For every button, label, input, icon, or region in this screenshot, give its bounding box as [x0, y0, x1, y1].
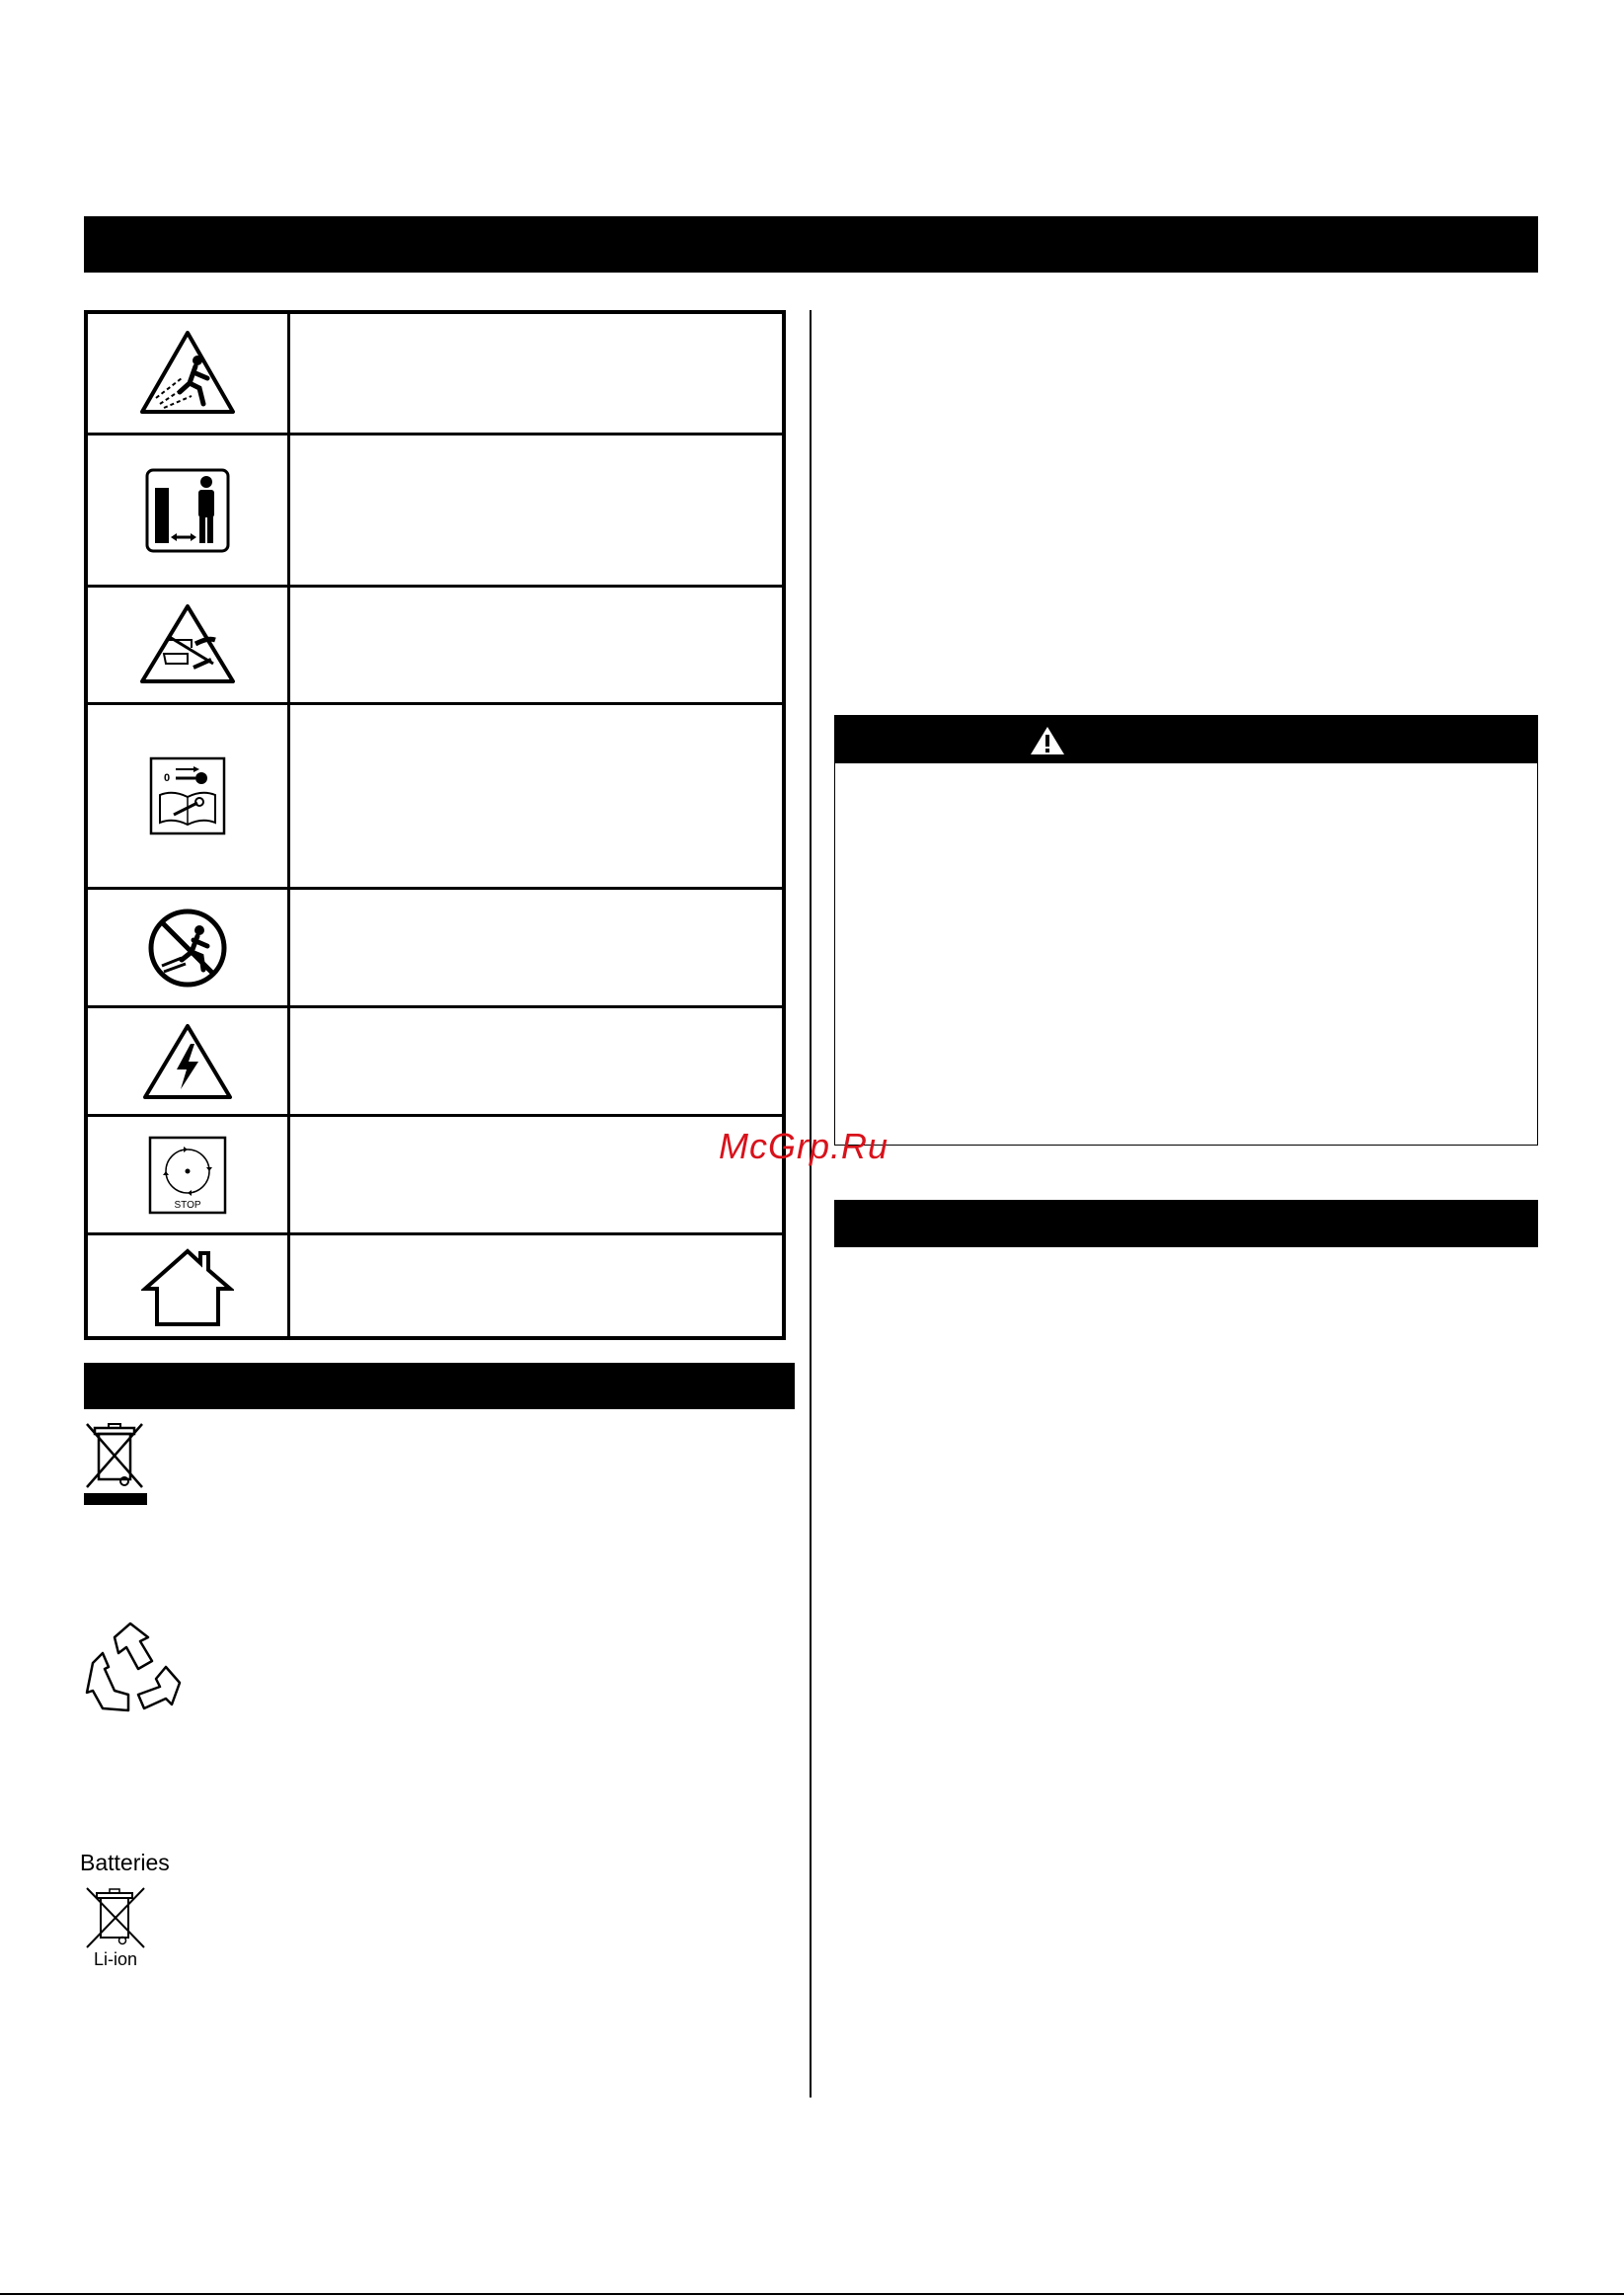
- symbol-icon-cell: [88, 1008, 290, 1114]
- symbol-row: [88, 1117, 782, 1235]
- symbol-row: [88, 588, 782, 705]
- svg-text:STOP: STOP: [174, 1199, 201, 1211]
- watermark: McGrp.Ru: [719, 1126, 889, 1166]
- svg-text:0: 0: [164, 772, 171, 784]
- remove-key-read-manual-icon: [148, 755, 227, 836]
- symbol-row: [88, 1008, 782, 1117]
- keep-bystanders-away-icon: [143, 466, 232, 555]
- symbol-icon-cell: [88, 705, 290, 887]
- crossed-out-battery-bin-icon: [83, 1886, 148, 1974]
- symbol-description-cell: [290, 890, 782, 1005]
- environment-section-header-bar: [84, 1363, 795, 1409]
- symbol-row: [88, 1235, 782, 1340]
- column-divider: [810, 310, 812, 2098]
- top-section-header-bar: [84, 216, 1538, 273]
- symbol-icon-cell: [88, 1117, 290, 1232]
- recycle-arrows-icon: [79, 1620, 184, 1729]
- warning-triangle-icon: [1030, 726, 1065, 760]
- symbol-description-cell: [290, 1008, 782, 1114]
- electric-shock-warning-icon: [141, 1022, 234, 1101]
- batteries-label: Batteries: [80, 1850, 170, 1875]
- symbol-row: [88, 435, 782, 588]
- crossed-out-wheelie-bin-icon: [83, 1420, 148, 1512]
- battery-type-label: Li-ion: [93, 1949, 138, 1969]
- symbol-row: [88, 314, 782, 435]
- symbol-description-cell: [290, 1235, 782, 1340]
- symbol-icon-cell: [88, 435, 290, 585]
- page-bottom-rule: [0, 2293, 1624, 2295]
- symbol-description-cell: [290, 314, 782, 433]
- symbol-row: [88, 890, 782, 1008]
- thrown-objects-warning-icon: [138, 329, 237, 418]
- cutting-blade-hazard-icon: [138, 602, 237, 687]
- symbol-row: [88, 705, 782, 890]
- symbol-description-cell: [290, 705, 782, 887]
- symbol-icon-cell: [88, 1235, 290, 1340]
- right-section-header-bar: [834, 1200, 1538, 1247]
- no-bystanders-icon: [146, 907, 229, 990]
- warning-box: [834, 715, 1538, 1146]
- symbol-description-cell: [290, 435, 782, 585]
- symbol-icon-cell: [88, 588, 290, 702]
- indoor-use-house-icon: [141, 1247, 234, 1328]
- symbol-table: [84, 310, 786, 1340]
- symbol-description-cell: [290, 588, 782, 702]
- warning-header-bar: [835, 716, 1537, 763]
- symbol-description-cell: [290, 1117, 782, 1232]
- symbol-icon-cell: [88, 314, 290, 433]
- stop-blade-rotation-icon: [148, 1136, 227, 1215]
- symbol-icon-cell: [88, 890, 290, 1005]
